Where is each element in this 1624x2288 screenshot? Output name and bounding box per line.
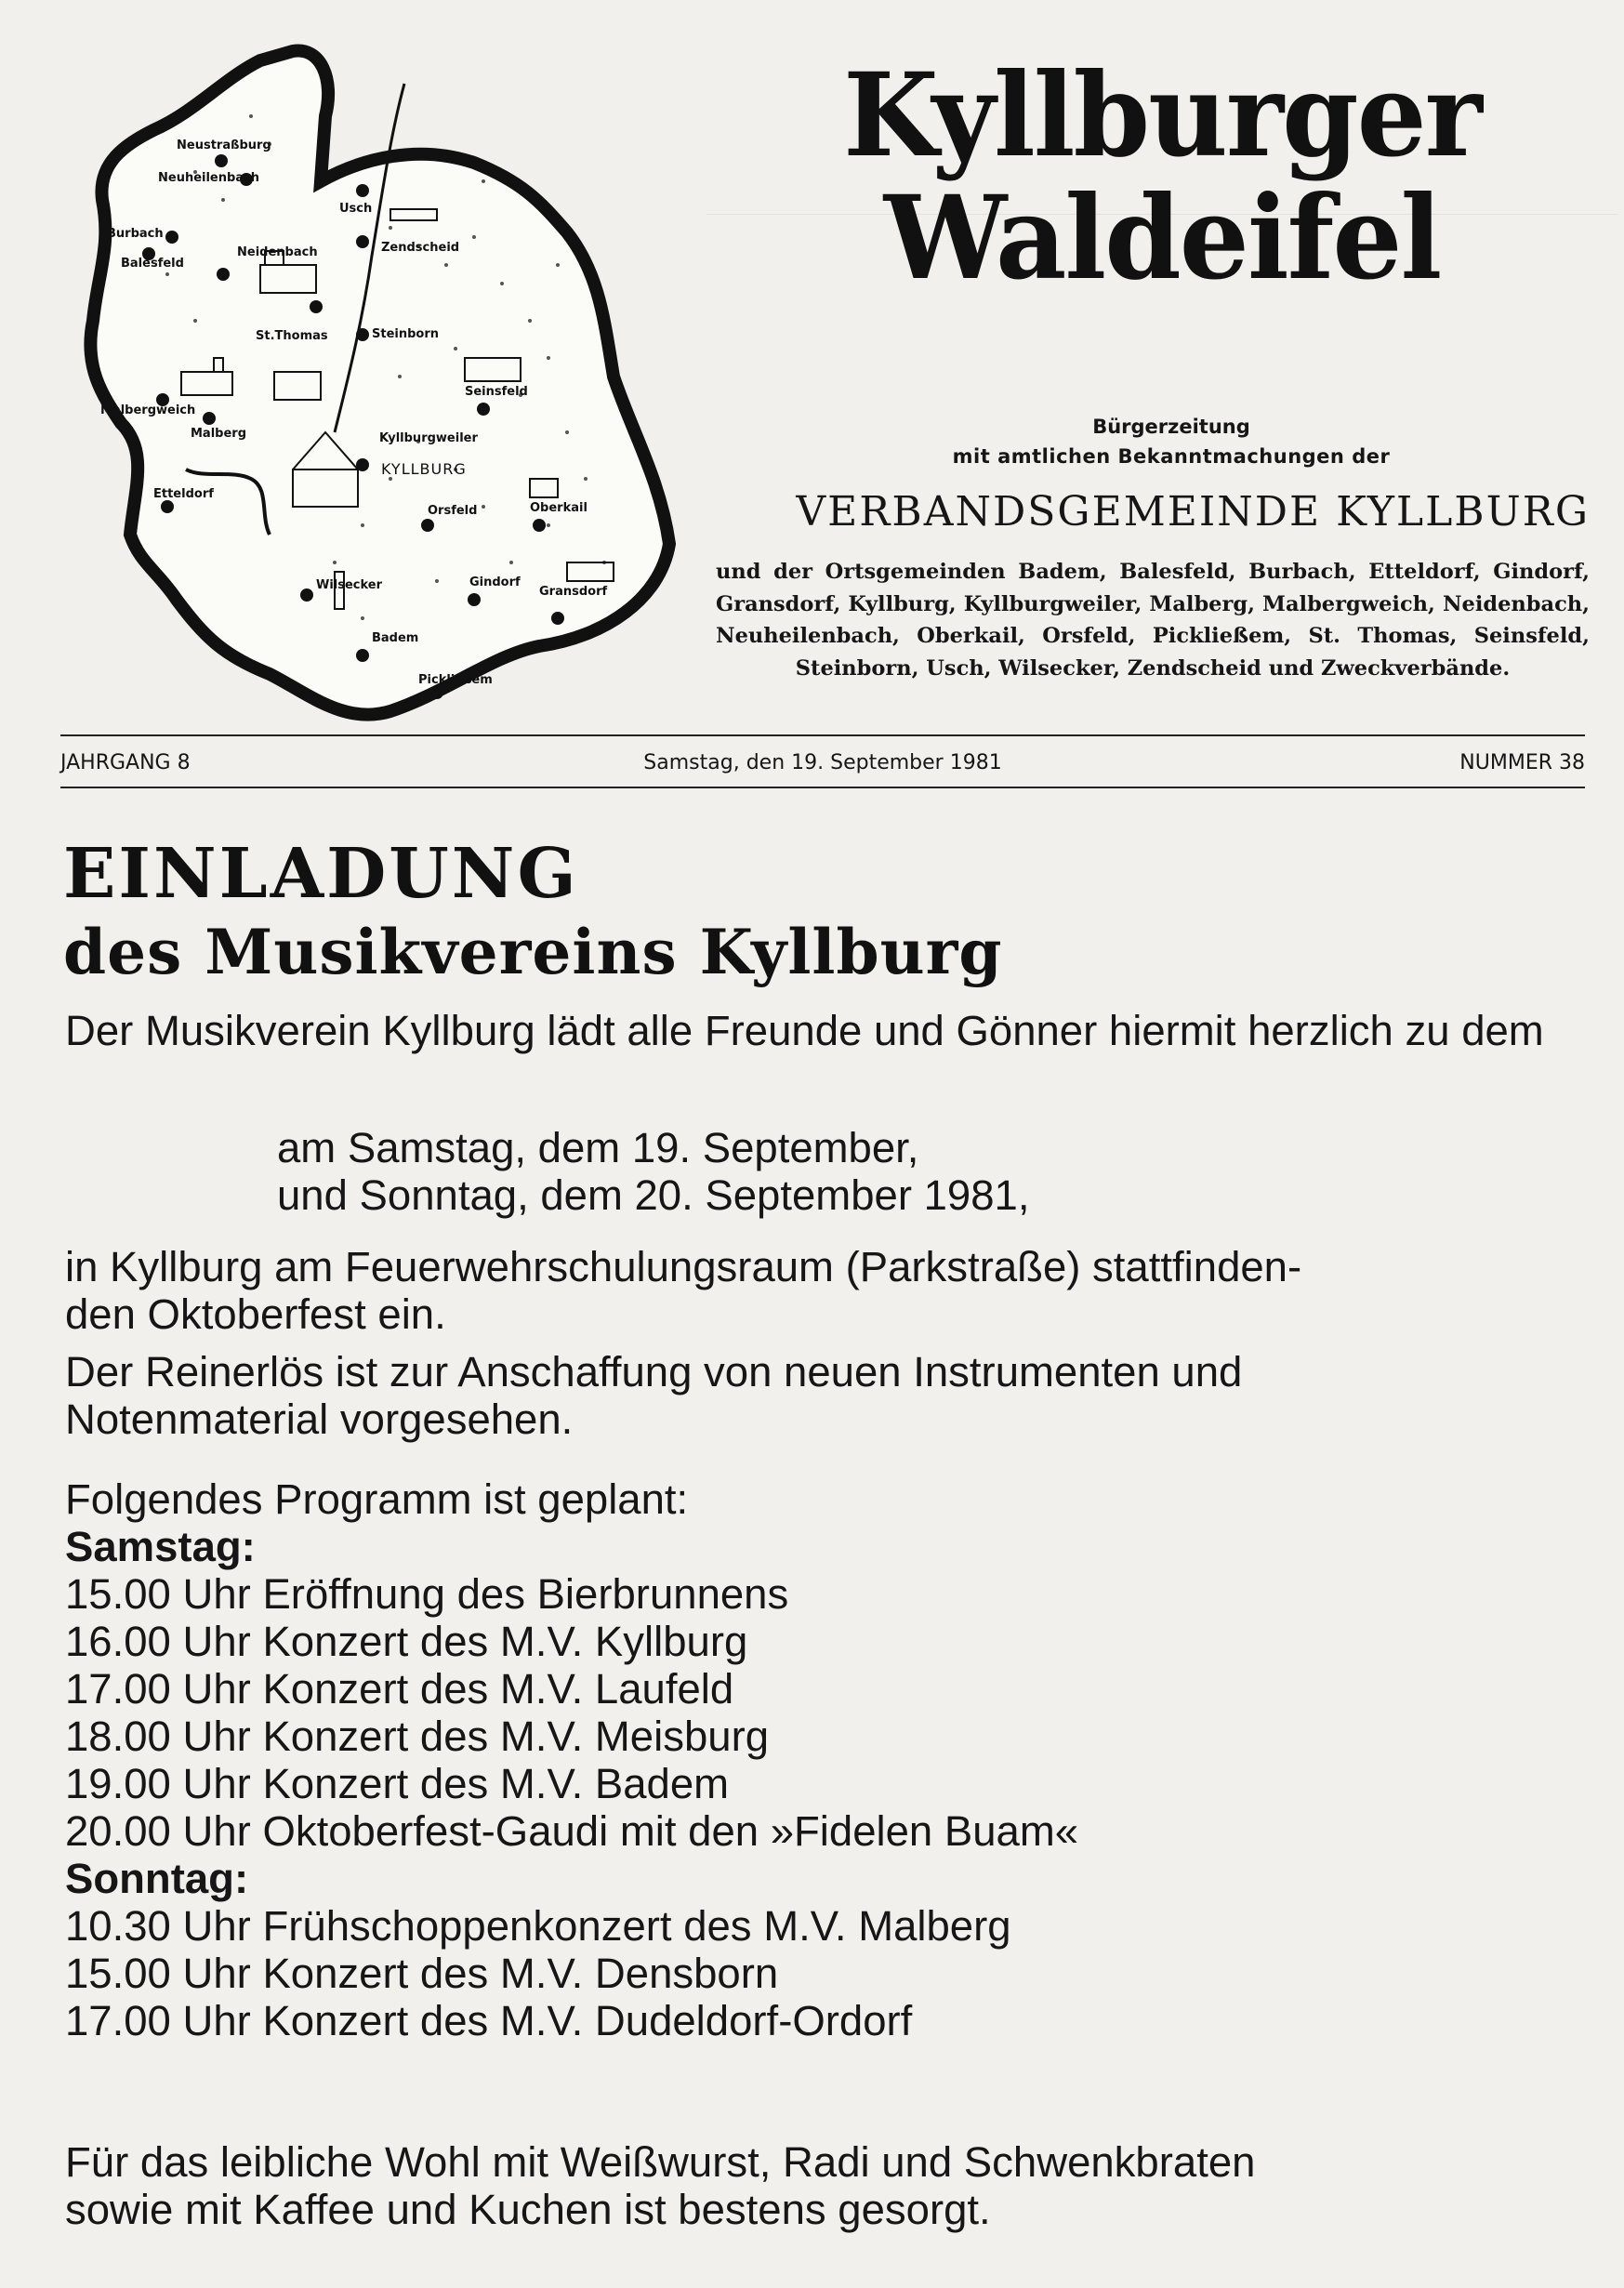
program-item: 17.00 Uhr Konzert des M.V. Laufeld — [65, 1665, 734, 1713]
headline-musikverein: des Musikvereins Kyllburg — [63, 916, 1003, 988]
purpose-line1: Der Reinerlös ist zur Anschaffung von neuen Instrumenten und — [65, 1348, 1243, 1395]
subtitle-buergerzeitung: Bürgerzeitung — [1092, 416, 1250, 438]
map-label-place: Seinsfeld — [465, 385, 528, 399]
closing-line1: Für das leibliche Wohl mit Weißwurst, Radi und Schwenkbraten — [65, 2138, 1256, 2186]
program-item: 18.00 Uhr Konzert des M.V. Meisburg — [65, 1713, 770, 1760]
headline-einladung: EINLADUNG — [63, 834, 579, 914]
map-label-place: Balesfeld — [121, 257, 184, 271]
sunday-label: Sonntag: — [65, 1855, 249, 1902]
map-label-place: Wilsecker — [316, 578, 383, 592]
map-label-place: St.Thomas — [256, 329, 328, 343]
program-intro: Folgendes Programm ist geplant: — [65, 1475, 689, 1523]
event-dates — [277, 1124, 1578, 1219]
issue-date: Samstag, den 19. September 1981 — [643, 751, 1002, 774]
map-illustration — [84, 42, 679, 730]
program-item: 15.00 Uhr Eröffnung des Bierbrunnens — [65, 1570, 789, 1618]
map-label-place: Etteldorf — [153, 487, 214, 501]
authority-name: VERBANDSGEMEINDE KYLLBURG — [796, 488, 1590, 536]
map-label-place: Burbach — [107, 227, 164, 241]
member-communities: und der Ortsgemeinden Badem, Balesfeld, Burbach, Etteldorf, Gindorf, Gransdorf, Kyllburg, Kyllburgweiler, Malberg, Malbergweich, Neidenbach, Neuheilenbach, Oberkail, Orsfeld, Pickließem, St. Thomas, Seinsfeld, Steinborn, Usch, Wilsecker, Zendscheid und Zweckverbände. — [716, 560, 1590, 681]
closing-line2: sowie mit Kaffee und Kuchen ist bestens gesorgt. — [65, 2186, 991, 2233]
rule-bottom — [60, 787, 1585, 788]
rule-top — [60, 734, 1585, 736]
intro-paragraph: Der Musikverein Kyllburg lädt alle Freunde und Gönner hiermit herzlich zu dem — [65, 1007, 1544, 1054]
map-label-place: Neidenbach — [237, 245, 318, 259]
map-label-place: Usch — [339, 202, 373, 216]
date-saturday: am Samstag, dem 19. September, — [277, 1124, 919, 1171]
location-line2: den Oktoberfest ein. — [65, 1290, 446, 1338]
saturday-program — [65, 1570, 1580, 1855]
map-label-place: Neustraßburg — [177, 139, 271, 152]
purpose-line2: Notenmaterial vorgesehen. — [65, 1395, 574, 1443]
issue-number: NUMMER 38 — [1459, 751, 1585, 774]
map-label-place: Pickließem — [418, 673, 493, 687]
location-paragraph — [65, 1243, 1580, 1338]
issue-volume: JAHRGANG 8 — [60, 751, 191, 774]
map-label-place: Malberg — [191, 427, 247, 441]
program-item: 10.30 Uhr Frühschoppenkonzert des M.V. Malberg — [65, 1902, 1011, 1950]
subtitle-bekanntmachungen: mit amtlichen Bekanntmachungen der — [952, 445, 1391, 468]
program-item: 19.00 Uhr Konzert des M.V. Badem — [65, 1760, 730, 1807]
masthead-subtitle — [725, 416, 1590, 468]
location-line1: in Kyllburg am Feuerwehrschulungsraum (Parkstraße) stattfinden- — [65, 1243, 1302, 1290]
map-label-place: Badem — [372, 631, 419, 645]
map-label-place: Gindorf — [469, 575, 521, 589]
masthead-title-line2: Waldeifel — [883, 169, 1441, 306]
map-label-place: Steinborn — [372, 327, 440, 341]
program — [65, 1475, 1580, 2044]
program-item: 20.00 Uhr Oktoberfest-Gaudi mit den »Fidelen Buam« — [65, 1807, 1079, 1855]
program-item: 16.00 Uhr Konzert des M.V. Kyllburg — [65, 1618, 748, 1665]
program-item: 15.00 Uhr Konzert des M.V. Densborn — [65, 1950, 779, 1997]
map-label-place: KYLLBURG — [381, 460, 467, 478]
map-label-place: Zendscheid — [381, 241, 460, 255]
sunday-program — [65, 1902, 1580, 2044]
map-label-place: Oberkail — [530, 501, 588, 515]
map-label-place: Malbergweich — [100, 403, 196, 417]
closing-paragraph — [65, 2138, 1580, 2233]
map-label-place: Gransdorf — [539, 585, 608, 599]
issue-bar — [60, 744, 1585, 781]
map-label-place: Kyllburgweiler — [379, 431, 478, 445]
date-sunday: und Sonntag, dem 20. September 1981, — [277, 1171, 1030, 1219]
purpose-paragraph — [65, 1348, 1580, 1443]
masthead-title — [744, 46, 1580, 306]
program-item: 17.00 Uhr Konzert des M.V. Dudeldorf-Ordorf — [65, 1997, 913, 2044]
masthead-title-line1: Kyllburger — [843, 46, 1481, 183]
district-map — [84, 42, 679, 730]
saturday-label: Samstag: — [65, 1523, 256, 1570]
map-label-place: Neuheilenbach — [158, 171, 260, 185]
map-label-place: Orsfeld — [428, 504, 478, 518]
